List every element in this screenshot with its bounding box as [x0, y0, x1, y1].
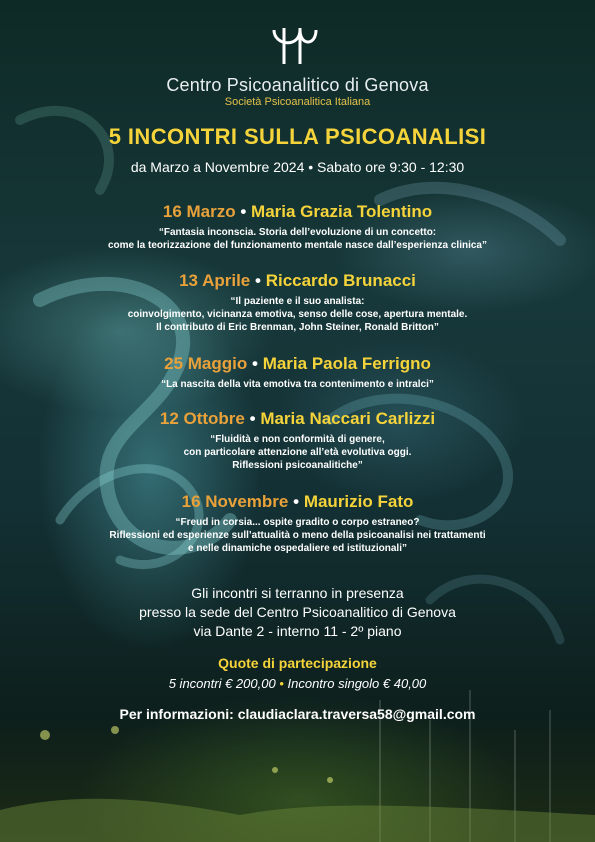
fee-full: 5 incontri € 200,00 [168, 676, 276, 691]
fees-title: Quote di partecipazione [218, 655, 377, 671]
description-line: coinvolgimento, vicinanza emotiva, senso delle cose, apertura mentale. [127, 309, 468, 320]
event-date: 12 Ottobre [159, 409, 245, 428]
separator-dot: • [255, 271, 261, 290]
event-description [0, 378, 595, 391]
description-line: con particolare attenzione all’età evolutiva oggi. [183, 447, 412, 458]
separator-dot: • [293, 492, 300, 511]
event-item [0, 409, 595, 472]
event-speaker: Riccardo Brunacci [265, 271, 416, 290]
page-subtitle: da Marzo a Novembre 2024 • Sabato ore 9:30 - 12:30 [130, 159, 465, 175]
contact-info: Per informazioni: claudiaclara.traversa58@gmail.com [119, 706, 476, 722]
description-line: Riflessioni psicoanalitiche” [232, 460, 363, 471]
event-description [0, 433, 595, 472]
organization-name: Centro Psicoanalitico di Genova [166, 75, 429, 95]
description-line: “Il paziente e il suo analista: [230, 296, 365, 307]
description-line: “Freud in corsia... ospite gradito o corpo estraneo? [175, 517, 420, 528]
organization-society: Società Psicoanalitica Italiana [224, 96, 371, 108]
description-line: “Fantasia inconscia. Storia dell’evoluzione di un concetto: [158, 227, 437, 238]
event-description [0, 516, 595, 555]
event-speaker: Maria Paola Ferrigno [262, 354, 431, 373]
event-item [0, 354, 595, 391]
description-line: “La nascita della vita emotiva tra contenimento e intralci” [161, 379, 434, 390]
event-speaker: Maurizio Fato [303, 492, 414, 511]
event-date: 16 Marzo [162, 202, 236, 221]
event-description [0, 226, 595, 252]
venue-info [0, 584, 595, 641]
event-date: 13 Aprile [179, 271, 251, 290]
event-description [0, 295, 595, 334]
event-item [0, 202, 595, 252]
venue-line: Gli incontri si terranno in presenza [191, 585, 404, 601]
separator-dot: • [279, 676, 284, 691]
event-speaker: Maria Grazia Tolentino [251, 202, 433, 221]
event-item [0, 271, 595, 334]
venue-line: presso la sede del Centro Psicoanalitico di Genova [139, 604, 456, 620]
fees-details [0, 676, 595, 691]
separator-dot: • [252, 354, 258, 373]
description-line: “Fluidità e non conformità di genere, [210, 434, 385, 445]
psi-logo-icon [0, 26, 595, 66]
separator-dot: • [240, 202, 247, 221]
venue-line: via Dante 2 - interno 11 - 2º piano [193, 623, 402, 639]
event-date: 16 Novembre [181, 492, 289, 511]
event-date: 25 Maggio [164, 354, 248, 373]
event-speaker: Maria Naccari Carlizzi [260, 409, 436, 428]
description-line: Riflessioni ed esperienze sull’attualità o meno della psicoanalisi nei trattamenti [109, 530, 486, 541]
description-line: e nelle dinamiche ospedaliere ed istituzionali” [188, 543, 407, 554]
description-line: come la teorizzazione del funzionamento mentale nasce dall’esperienza clinica” [107, 240, 487, 251]
separator-dot: • [249, 409, 256, 428]
page-title: 5 INCONTRI SULLA PSICOANALISI [108, 124, 487, 149]
description-line: Il contributo di Eric Brenman, John Steiner, Ronald Britton” [156, 322, 439, 333]
event-item [0, 492, 595, 555]
fee-single: Incontro singolo € 40,00 [287, 676, 427, 691]
